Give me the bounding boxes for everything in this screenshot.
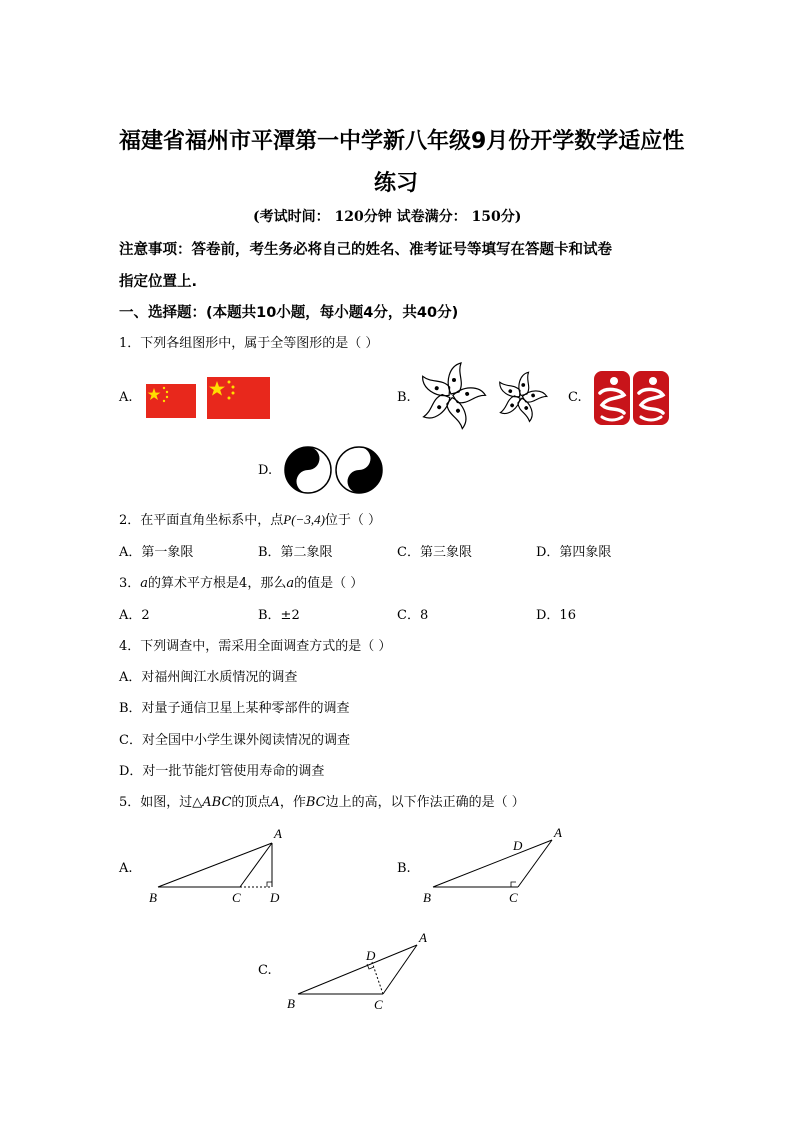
q3-stem [119,572,363,591]
q4-option-c: C．对全国中小学生课外阅读情况的调查 [119,733,350,748]
q2-point: P(−3,4) [283,512,325,527]
q2-stem [119,509,381,528]
q4-option-a: A．对福州闽江水质情况的调查 [119,670,298,685]
q5-bc: BC [305,795,326,810]
q3-var-2: a [286,576,295,591]
q5-abc: ABC [202,795,232,810]
q5-figure-b [415,820,575,910]
q1-label-a: A. [119,390,133,405]
q5-a: A [270,795,280,810]
q2-option-b: B．第二象限 [258,545,333,560]
title-line-1: 福建省福州市平潭第一中学新八年级9月份开学数学适应性 [119,129,685,154]
q3-option-c: C．8 [397,608,429,623]
q3-var-1: a [140,576,149,591]
q5-stem-mid2: ，作 [279,795,306,810]
title-line-2: 练习 [374,171,419,196]
q5b-point-a: A [554,825,562,840]
exam-info: (考试时间： 120分钟 试卷满分： 150分) [253,209,522,225]
q3-option-d: D．16 [536,608,576,623]
q5c-point-b: B [287,996,295,1011]
q3-stem-mid: 的算术平方根是4，那么 [148,576,287,591]
q5c-point-d: D [366,948,376,963]
q2-stem-post: 位于（ ） [324,513,382,528]
q5-stem-mid1: 的顶点 [231,795,271,810]
q5c-point-c: C [374,997,383,1012]
q5b-point-d: D [513,838,523,853]
q5a-point-b: B [149,890,157,905]
bauhinia-large-icon [415,360,487,432]
flag-large-icon [207,377,270,419]
q1-stem: 1．下列各组图形中，属于全等图形的是（ ） [119,336,379,351]
q5b-point-b: B [423,890,431,905]
q5-stem [119,791,525,810]
q3-stem-end: 的值是（ ） [294,576,364,591]
q5b-point-c: C [509,890,518,905]
q1-label-c: C. [568,390,582,405]
yin-yang-right-icon [335,446,383,494]
q5-label-c: C. [258,963,272,978]
q2-option-c: C．第三象限 [397,545,472,560]
section-heading: 一、选择题：(本题共10小题，每小题4分，共40分) [119,305,459,321]
q5a-point-d: D [270,890,280,905]
q5-label-b: B. [397,861,411,876]
q5-label-a: A. [119,861,133,876]
bauhinia-small-icon [494,370,548,424]
flag-small-icon [146,384,196,418]
q1-label-b: B. [397,390,411,405]
q2-option-d: D．第四象限 [536,545,612,560]
yin-yang-left-icon [284,446,332,494]
beijing-seal-left-icon [594,371,630,425]
notice-line-2: 指定位置上. [119,274,198,290]
q2-stem-pre: 2．在平面直角坐标系中，点 [119,513,284,528]
q3-num: 3． [119,576,141,591]
q5-figure-c [280,925,440,1015]
q5-figure-a [140,820,300,910]
q3-option-b: B．±2 [258,608,300,623]
q2-option-a: A．第一象限 [119,545,194,560]
q5a-point-a: A [274,826,282,841]
q4-stem: 4．下列调查中，需采用全面调查方式的是（ ） [119,639,392,654]
q5-stem-pre: 5．如图，过△ [119,795,203,810]
q5c-point-a: A [419,930,427,945]
q1-label-d: D. [258,463,273,478]
q4-option-b: B．对量子通信卫星上某种零部件的调查 [119,701,350,716]
q5-stem-post: 边上的高，以下作法正确的是（ ） [325,795,525,810]
beijing-seal-right-icon [633,371,669,425]
q3-option-a: A．2 [119,608,150,623]
notice-line-1: 注意事项：答卷前，考生务必将自己的姓名、准考证号等填写在答题卡和试卷 [119,242,612,258]
q4-option-d: D．对一批节能灯管使用寿命的调查 [119,764,325,779]
q5a-point-c: C [232,890,241,905]
